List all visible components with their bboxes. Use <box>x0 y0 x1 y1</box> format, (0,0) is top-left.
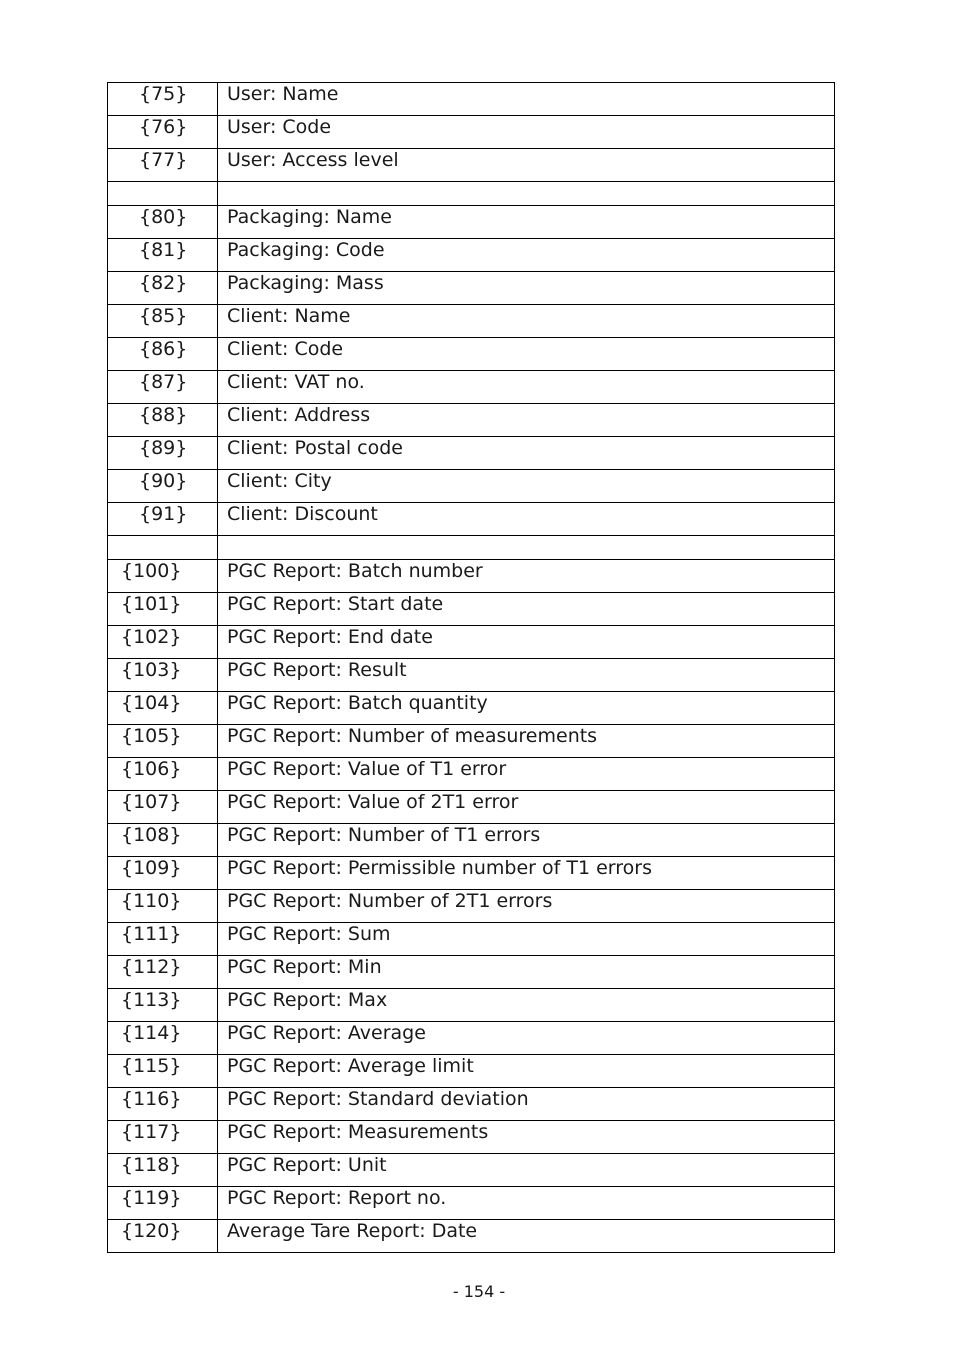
variable-description: PGC Report: Number of 2T1 errors <box>218 890 835 923</box>
code-cell <box>108 272 218 305</box>
code-cell <box>108 437 218 470</box>
table-row <box>108 758 835 791</box>
variable-description: PGC Report: Max <box>218 989 835 1022</box>
code-cell <box>108 758 218 791</box>
variable-code: {106} <box>121 758 182 780</box>
variable-code: {100} <box>121 560 182 582</box>
variable-code: {118} <box>121 1154 182 1176</box>
variable-code: {80} <box>139 206 188 228</box>
table-row <box>108 1187 835 1220</box>
table-row <box>108 659 835 692</box>
variable-description: Packaging: Mass <box>218 272 835 305</box>
variables-table-body <box>108 83 835 1253</box>
variable-code: {113} <box>121 989 182 1011</box>
table-row <box>108 692 835 725</box>
table-row <box>108 560 835 593</box>
table-row <box>108 1220 835 1253</box>
variable-code: {112} <box>121 956 182 978</box>
variable-description: PGC Report: Report no. <box>218 1187 835 1220</box>
variable-description: User: Code <box>218 116 835 149</box>
variable-code: {115} <box>121 1055 182 1077</box>
table-row <box>108 1022 835 1055</box>
code-cell <box>108 560 218 593</box>
table-row <box>108 791 835 824</box>
code-cell <box>108 83 218 116</box>
empty-description-cell <box>218 182 835 206</box>
code-cell <box>108 305 218 338</box>
variable-description: PGC Report: Batch quantity <box>218 692 835 725</box>
variable-description: PGC Report: Start date <box>218 593 835 626</box>
variable-code: {77} <box>139 149 188 171</box>
variables-table <box>107 82 835 1253</box>
variable-description: PGC Report: Value of 2T1 error <box>218 791 835 824</box>
variable-description: User: Access level <box>218 149 835 182</box>
variable-description: PGC Report: Measurements <box>218 1121 835 1154</box>
table-row <box>108 923 835 956</box>
table-row <box>108 83 835 116</box>
table-row <box>108 890 835 923</box>
table-row <box>108 470 835 503</box>
table-row <box>108 626 835 659</box>
table-row <box>108 1154 835 1187</box>
variable-description: Packaging: Name <box>218 206 835 239</box>
code-cell <box>108 989 218 1022</box>
variable-code: {88} <box>139 404 188 426</box>
variable-code: {117} <box>121 1121 182 1143</box>
variable-code: {81} <box>139 239 188 261</box>
variable-description: Client: Name <box>218 305 835 338</box>
code-cell <box>108 824 218 857</box>
code-cell <box>108 338 218 371</box>
code-cell <box>108 1055 218 1088</box>
code-cell <box>108 1187 218 1220</box>
table-row <box>108 272 835 305</box>
table-row <box>108 824 835 857</box>
table-row <box>108 206 835 239</box>
variable-description: Client: City <box>218 470 835 503</box>
variable-description: PGC Report: Batch number <box>218 560 835 593</box>
variable-code: {75} <box>139 83 188 105</box>
variable-code: {76} <box>139 116 188 138</box>
variable-description: PGC Report: End date <box>218 626 835 659</box>
empty-code-cell <box>108 182 218 206</box>
code-cell <box>108 659 218 692</box>
code-cell <box>108 692 218 725</box>
variable-code: {82} <box>139 272 188 294</box>
variable-description: Average Tare Report: Date <box>218 1220 835 1253</box>
code-cell <box>108 1088 218 1121</box>
code-cell <box>108 470 218 503</box>
variable-code: {116} <box>121 1088 182 1110</box>
variable-code: {89} <box>139 437 188 459</box>
variable-description: PGC Report: Standard deviation <box>218 1088 835 1121</box>
variable-description: Client: VAT no. <box>218 371 835 404</box>
variable-code: {109} <box>121 857 182 879</box>
code-cell <box>108 1154 218 1187</box>
empty-description-cell <box>218 536 835 560</box>
variable-code: {119} <box>121 1187 182 1209</box>
variable-code: {114} <box>121 1022 182 1044</box>
code-cell <box>108 956 218 989</box>
code-cell <box>108 404 218 437</box>
variable-code: {91} <box>139 503 188 525</box>
code-cell <box>108 149 218 182</box>
variable-code: {87} <box>139 371 188 393</box>
variable-description: Packaging: Code <box>218 239 835 272</box>
table-row <box>108 305 835 338</box>
table-row <box>108 1055 835 1088</box>
variable-description: Client: Discount <box>218 503 835 536</box>
variable-description: User: Name <box>218 83 835 116</box>
code-cell <box>108 1220 218 1253</box>
code-cell <box>108 791 218 824</box>
variable-description: PGC Report: Average <box>218 1022 835 1055</box>
variable-description: PGC Report: Average limit <box>218 1055 835 1088</box>
code-cell <box>108 239 218 272</box>
code-cell <box>108 1121 218 1154</box>
code-cell <box>108 1022 218 1055</box>
variable-description: Client: Postal code <box>218 437 835 470</box>
variable-description: PGC Report: Permissible number of T1 errors <box>218 857 835 890</box>
variable-description: PGC Report: Min <box>218 956 835 989</box>
variable-code: {108} <box>121 824 182 846</box>
table-row <box>108 338 835 371</box>
table-row <box>108 1121 835 1154</box>
code-cell <box>108 626 218 659</box>
variable-code: {86} <box>139 338 188 360</box>
variable-code: {120} <box>121 1220 182 1242</box>
code-cell <box>108 857 218 890</box>
table-row <box>108 989 835 1022</box>
variable-description: PGC Report: Value of T1 error <box>218 758 835 791</box>
code-cell <box>108 206 218 239</box>
variable-description: Client: Code <box>218 338 835 371</box>
variable-description: PGC Report: Number of measurements <box>218 725 835 758</box>
table-row <box>108 503 835 536</box>
table-row <box>108 725 835 758</box>
table-row <box>108 956 835 989</box>
table-row <box>108 437 835 470</box>
table-row <box>108 371 835 404</box>
table-row <box>108 857 835 890</box>
variable-code: {101} <box>121 593 182 615</box>
table-row <box>108 116 835 149</box>
table-row <box>108 239 835 272</box>
spacer-row <box>108 182 835 206</box>
variable-description: PGC Report: Number of T1 errors <box>218 824 835 857</box>
variable-code: {103} <box>121 659 182 681</box>
variable-description: Client: Address <box>218 404 835 437</box>
variable-code: {90} <box>139 470 188 492</box>
code-cell <box>108 923 218 956</box>
code-cell <box>108 503 218 536</box>
variable-description: PGC Report: Result <box>218 659 835 692</box>
table-row <box>108 1088 835 1121</box>
code-cell <box>108 890 218 923</box>
table-row <box>108 404 835 437</box>
empty-code-cell <box>108 536 218 560</box>
variable-code: {104} <box>121 692 182 714</box>
variable-code: {102} <box>121 626 182 648</box>
code-cell <box>108 725 218 758</box>
code-cell <box>108 116 218 149</box>
variable-code: {107} <box>121 791 182 813</box>
variable-code: {85} <box>139 305 188 327</box>
table-row <box>108 149 835 182</box>
variable-description: PGC Report: Sum <box>218 923 835 956</box>
variable-description: PGC Report: Unit <box>218 1154 835 1187</box>
variable-code: {110} <box>121 890 182 912</box>
code-cell <box>108 593 218 626</box>
table-row <box>108 593 835 626</box>
page-number: - 154 - <box>452 1282 506 1301</box>
spacer-row <box>108 536 835 560</box>
variable-code: {105} <box>121 725 182 747</box>
code-cell <box>108 371 218 404</box>
variable-code: {111} <box>121 923 182 945</box>
